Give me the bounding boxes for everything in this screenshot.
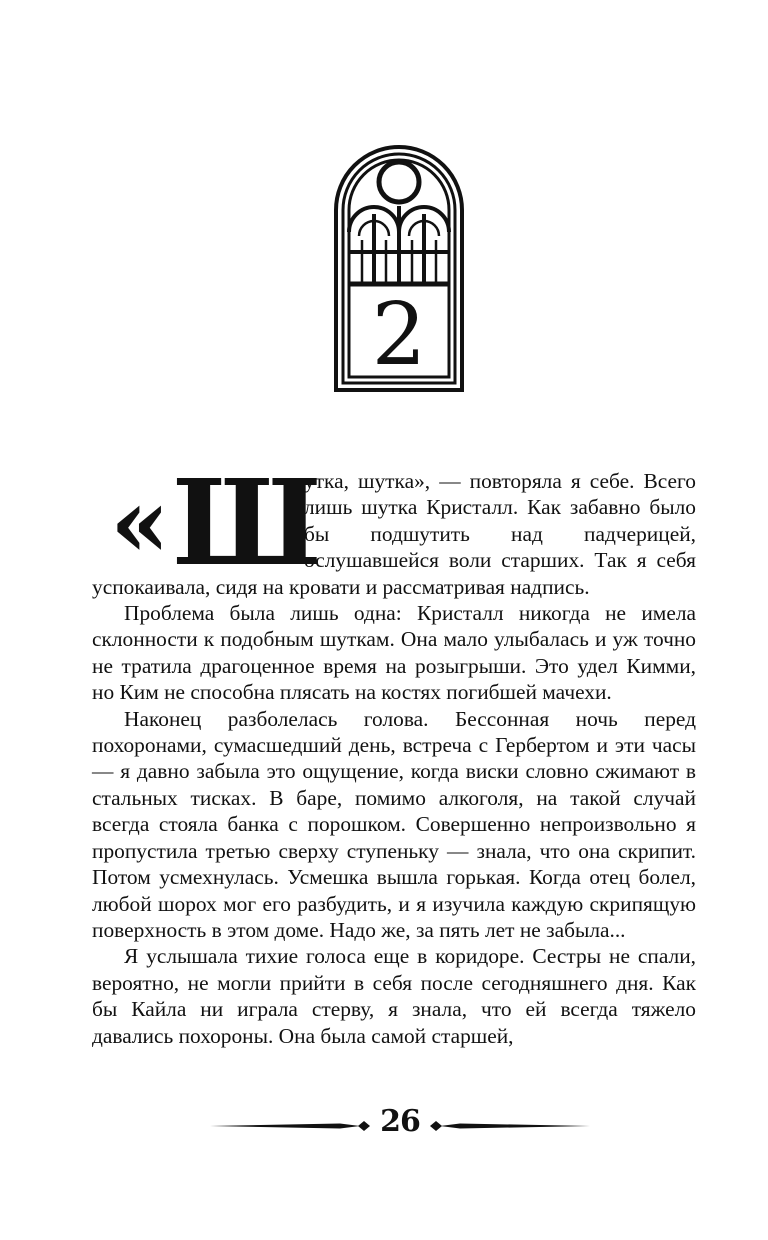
dropcap-quote: « <box>110 466 170 579</box>
paragraph: Я услышала тихие голоса еще в коридоре. Сестры не спали, вероятно, не могли прийти в себя после сегодняшнего дня. Как бы Кайла ни играла стерву, я знала, что ей всегда тяжело давались похороны. Она была самой старшей, <box>92 944 696 1048</box>
chapter-emblem <box>334 144 464 392</box>
body-text <box>92 453 696 1049</box>
gothic-window-icon <box>334 144 464 392</box>
ornamental-rule-right <box>430 1118 590 1134</box>
paragraph: утка, шутка», — повторяла я себе. Всего лишь шутка Кристалл. Как забавно было бы подшутить над падчерицей, ослушавшейся воли старших. Так я себя успокаивала, сидя на кровати и рассматривая надпись. <box>92 469 696 599</box>
dropcap-letter: Ш <box>172 453 322 592</box>
paragraph: Наконец разболелась голова. Бессонная ночь перед похоронами, сумасшедший день, встреча с Гербертом и эти часы — я давно забыла это ощущение, когда виски словно сжимают в стальных тисках. В баре, помимо алкоголя, на такой случай всегда стояла банка с порошком. Совершенно непроизвольно я пропустила третью сверху ступеньку — знала, что она скрипит. Потом усмехнулась. Усмешка вышла горькая. Когда отец болел, любой шорох мог его разбудить, и я изучила каждую скрипящую поверхность в этом доме. Надо же, за пять лет не забыла... <box>92 706 696 942</box>
page-footer <box>210 1106 590 1146</box>
paragraph: Проблема была лишь одна: Кристалл никогда не имела склонности к подобным шуткам. Она мало улыбалась и уж точно не тратила драгоценное время на розыгрыши. Это удел Кимми, но Ким не способна плясать на костях погибшей мачехи. <box>92 601 696 705</box>
page-number: 26 <box>380 1104 420 1139</box>
chapter-number: 2 <box>371 285 427 385</box>
dropcap-letter-icon <box>110 453 322 592</box>
dropcap <box>110 453 322 592</box>
